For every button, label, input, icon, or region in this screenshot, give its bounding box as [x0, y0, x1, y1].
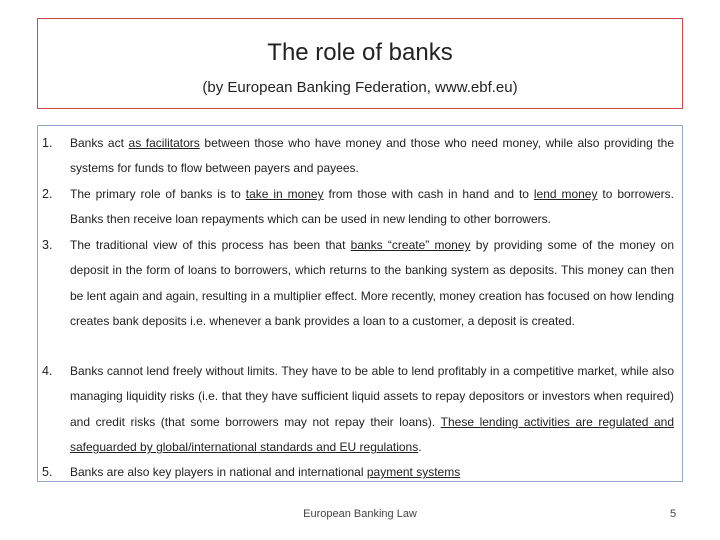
text-segment: between those who have money and those who need money, while also providing the systems for funds to flow between payers and payees. — [70, 136, 674, 176]
list-item-text — [70, 131, 674, 182]
content-box — [37, 125, 683, 482]
list-item-number: 1. — [42, 136, 53, 150]
page-number: 5 — [670, 508, 677, 520]
underlined-segment: banks “create” money — [350, 238, 471, 252]
list-item-number: 5. — [42, 465, 53, 479]
list-item-text — [70, 233, 674, 335]
list-item-text — [70, 182, 674, 233]
text-segment: from those with cash in hand and to — [323, 187, 534, 201]
underlined-segment: as facilitators — [128, 136, 200, 150]
list-item-number: 2. — [42, 187, 53, 201]
slide-subtitle: (by European Banking Federation, www.ebf.eu) — [202, 79, 518, 96]
slide-title: The role of banks — [267, 39, 453, 66]
underlined-segment: payment systems — [366, 465, 461, 479]
text-segment: Banks act — [70, 136, 129, 150]
list-item-text — [70, 460, 674, 485]
text-segment: by providing some of the money on deposit in the form of loans to borrowers, which returns to the banking system as deposits. This money can then be lent again and again, resulting in a multiplier effect. More recently, money creation has focused on how lending creates bank deposits i.e. whenever a bank provides a loan to a customer, a deposit is created. — [70, 238, 674, 329]
list-item-text — [70, 359, 674, 461]
list-item-number: 4. — [42, 364, 53, 378]
underlined-segment: lend money — [533, 187, 598, 201]
title-box — [37, 18, 683, 109]
list-item-number: 3. — [42, 238, 53, 252]
underlined-segment: take in money — [245, 187, 324, 201]
text-segment: The primary role of banks is to — [70, 187, 246, 201]
text-segment: Banks cannot lend freely without limits. They have to be able to lend profitably in a competitive market, while also managing liquidity risks (i.e. that they have sufficient liquid assets to repay depositors or investors when required) and credit risks (that some borrowers may not repay their loans). — [70, 364, 674, 429]
text-segment: . — [418, 440, 422, 455]
text-segment: Banks are also key players in national and international — [70, 465, 367, 479]
text-segment: to borrowers. Banks then receive loan repayments which can be used in new lending to other borrowers. — [70, 187, 675, 227]
text-segment: The traditional view of this process has been that — [70, 238, 351, 252]
footer-title: European Banking Law — [303, 508, 417, 520]
underlined-segment: These lending activities are regulated and safeguarded by global/international standards and EU regulations — [70, 414, 675, 455]
